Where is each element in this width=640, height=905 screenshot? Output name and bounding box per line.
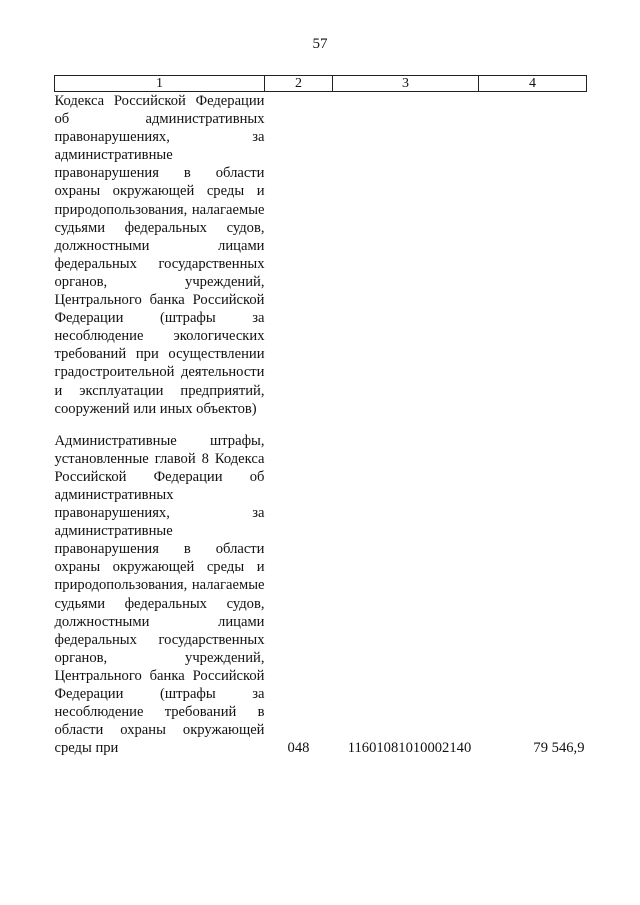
column-header-1: 1 [55, 76, 265, 92]
row-amount [479, 92, 587, 418]
column-header-2: 2 [265, 76, 333, 92]
budget-table [54, 75, 587, 757]
column-header-3: 3 [333, 76, 479, 92]
row-budget-code: 11601081010002140 [347, 740, 472, 757]
row-description: Кодекса Российской Федерации об административных правонарушениях, за административные правонарушения в области охраны окружающей среды и природопользования, налагаемые судьями федеральных судов, должностными лицами федеральных государственных органов, учреждений, Центрального банка Российской Федерации (штрафы за несоблюдение экологических требований при осуществлении градостроительной деятельности и эксплуатации предприятий, сооружений или иных объектов) [54, 93, 265, 417]
row-admin-code: 048 [287, 740, 310, 757]
page-number: 57 [312, 36, 328, 52]
row-description: Административные штрафы, установленные главой 8 Кодекса Российской Федерации об административных правонарушениях, за административные правонарушения в области охраны окружающей среды и природопользования, налагаемые судьями федеральных судов, должностными лицами федеральных государственных органов, учреждений, Центрального банка Российской Федерации (штрафы за несоблюдение требований в области охраны окружающей среды при [54, 432, 265, 757]
table-header [55, 76, 587, 92]
row-budget-code [333, 92, 479, 418]
row-spacer [55, 418, 587, 432]
table-row [55, 92, 587, 418]
row-admin-code [265, 92, 333, 418]
column-header-4: 4 [479, 76, 587, 92]
table-row [55, 432, 587, 758]
row-amount: 79 546,9 [533, 740, 585, 757]
